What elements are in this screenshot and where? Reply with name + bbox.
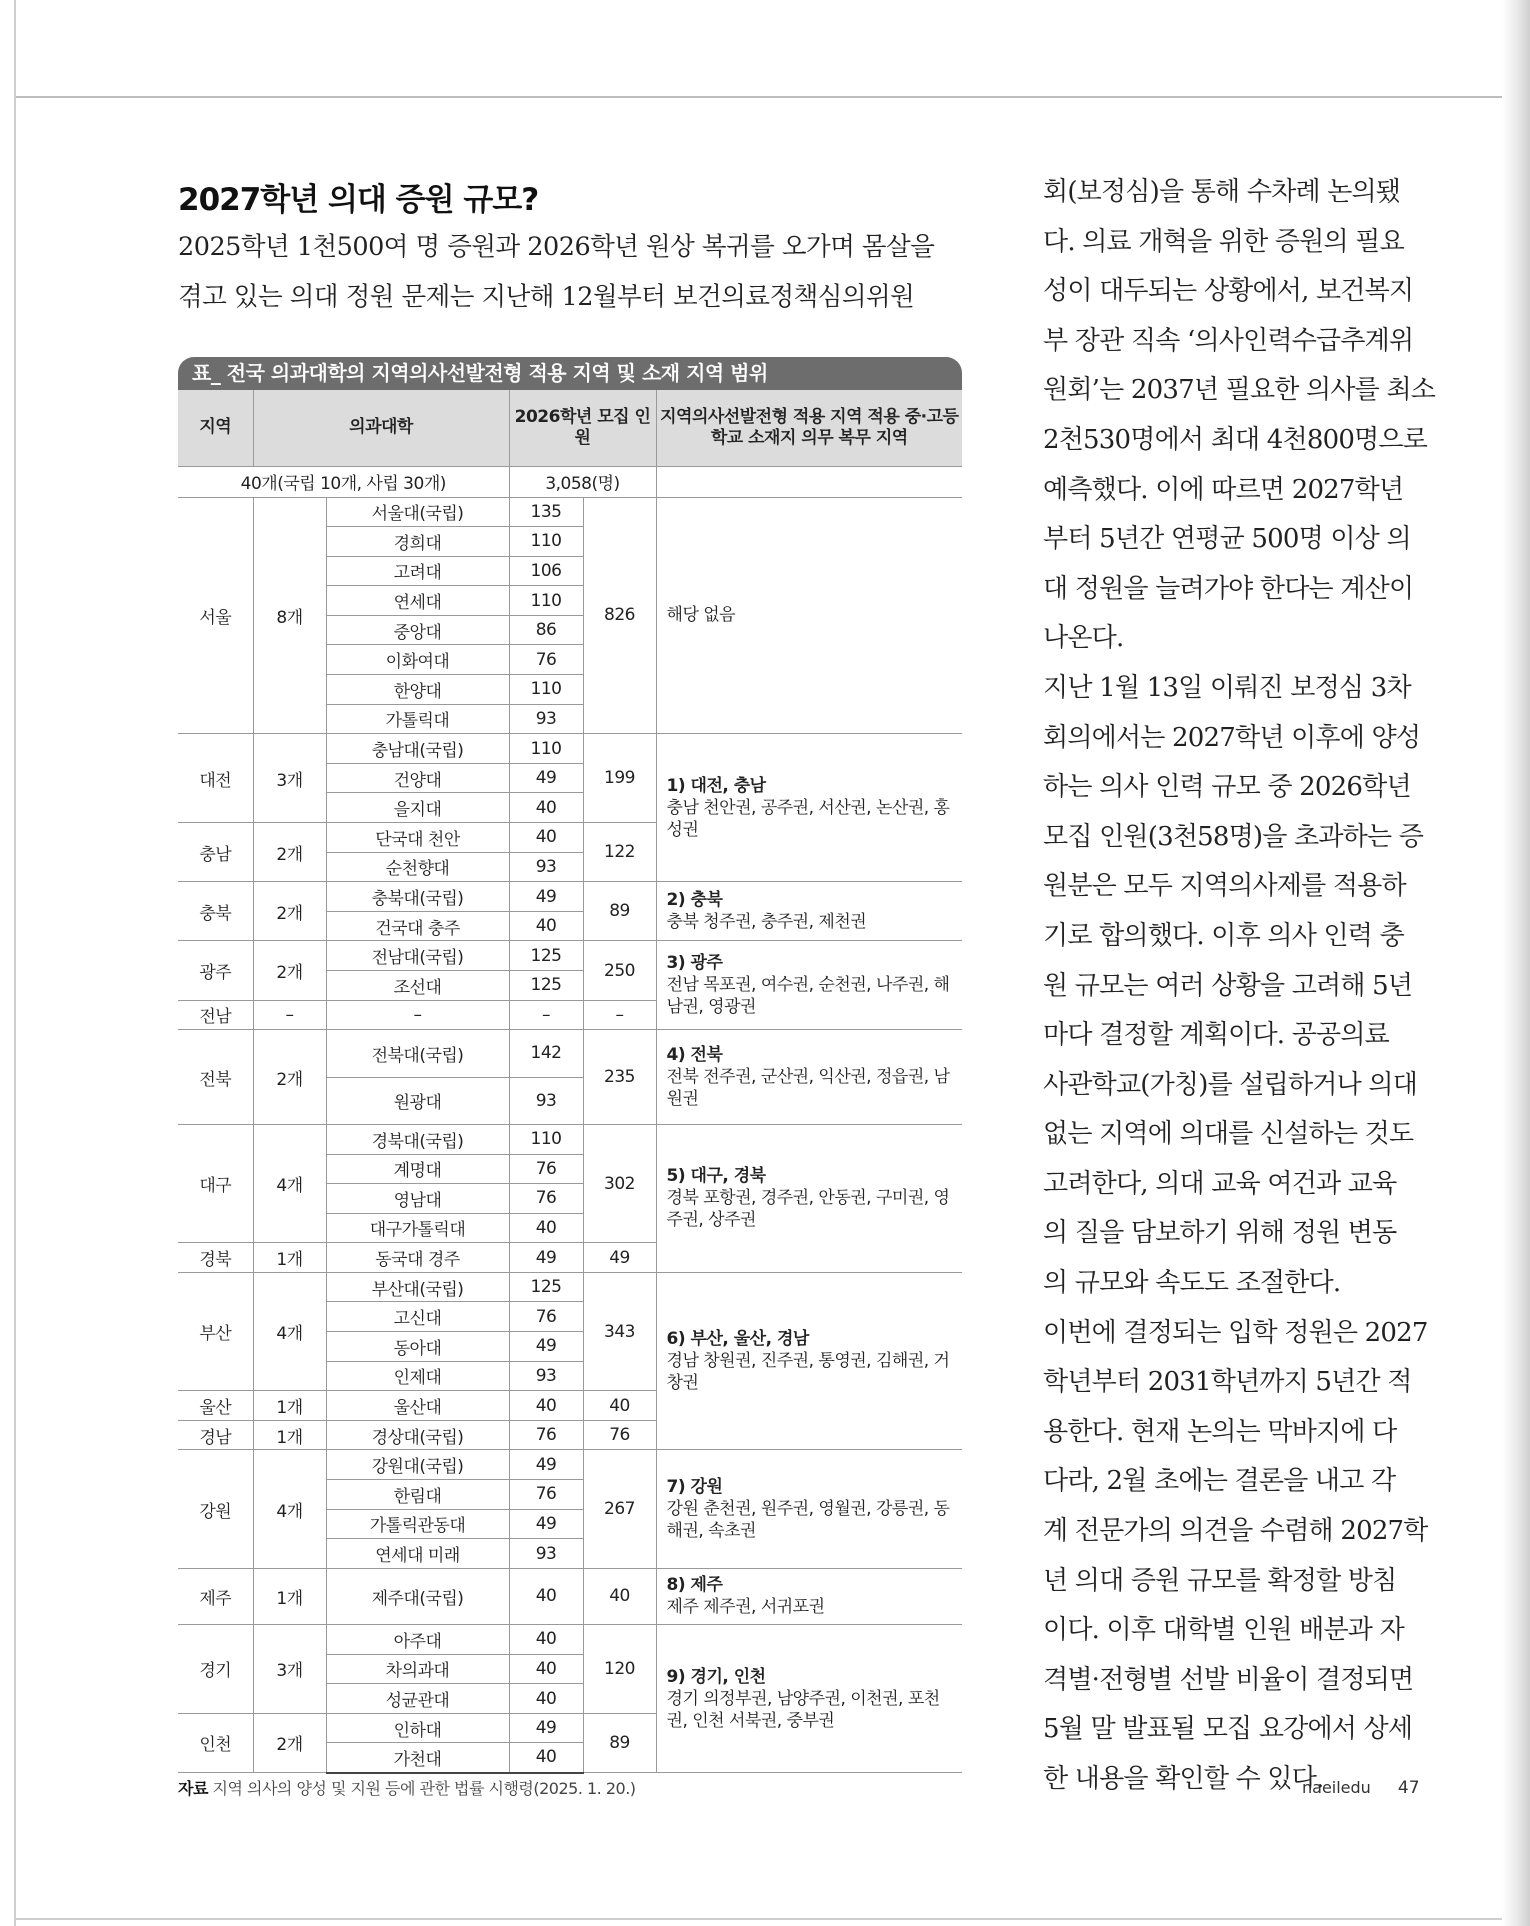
- school-name-cell: 제주대(국립): [326, 1568, 509, 1624]
- region-subtotal-cell: 122: [583, 823, 656, 882]
- region-subtotal-cell: 76: [583, 1420, 656, 1450]
- area-cell: [656, 1625, 962, 1773]
- school-name-cell: 울산대: [326, 1391, 509, 1421]
- header-school: 의과대학: [253, 390, 509, 466]
- region-cell: 인천: [178, 1713, 253, 1772]
- school-quota-cell: 135: [509, 497, 583, 527]
- school-quota-cell: 125: [509, 1272, 583, 1302]
- table-body: [178, 466, 962, 1773]
- area-heading: 8) 제주: [666, 1575, 723, 1596]
- school-count-cell: 2개: [253, 823, 326, 882]
- table-source: [178, 1776, 636, 1799]
- school-name-cell: 을지대: [326, 793, 509, 823]
- school-count-cell: 2개: [253, 1030, 326, 1125]
- body-line: 하는 의사 인력 규모 중 2026학년: [1043, 772, 1411, 803]
- school-name-cell: 건국대 충주: [326, 911, 509, 941]
- body-line: 년 의대 증원 규모를 확정할 방침: [1043, 1565, 1397, 1596]
- school-name-cell: 영남대: [326, 1184, 509, 1214]
- body-line: 성이 대두되는 상황에서, 보건복지: [1043, 276, 1414, 307]
- table-row: [178, 1568, 962, 1624]
- quota-table-container: [178, 357, 962, 1774]
- school-quota-cell: 49: [509, 1713, 583, 1743]
- school-quota-cell: 142: [509, 1030, 583, 1077]
- area-cell: [656, 1450, 962, 1568]
- total-area-blank: [656, 466, 962, 497]
- area-description: 경북 포항권, 경주권, 안동권, 구미권, 영주권, 상주권: [666, 1188, 950, 1231]
- school-quota-cell: 40: [509, 1654, 583, 1684]
- school-name-cell: 계명대: [326, 1154, 509, 1184]
- table-row: [178, 882, 962, 912]
- region-cell: 강원: [178, 1450, 253, 1568]
- area-cell: [656, 941, 962, 1030]
- area-cell: [656, 1124, 962, 1272]
- school-count-cell: 1개: [253, 1391, 326, 1421]
- page-spine-shadow: [1502, 0, 1530, 1926]
- body-line: 고려한다, 의대 교육 여건과 교육: [1043, 1168, 1397, 1199]
- school-quota-cell: 76: [509, 1302, 583, 1332]
- page-top-band: [14, 0, 1514, 98]
- school-quota-cell: 40: [509, 823, 583, 853]
- source-label: 자료: [178, 1779, 208, 1798]
- school-name-cell: 고려대: [326, 556, 509, 586]
- body-text-column: [1043, 168, 1436, 1805]
- area-cell: [656, 1272, 962, 1450]
- school-name-cell: 전남대(국립): [326, 941, 509, 971]
- region-subtotal-cell: 49: [583, 1243, 656, 1273]
- school-name-cell: 단국대 천안: [326, 823, 509, 853]
- body-line: 기로 합의했다. 이후 의사 인력 충: [1043, 920, 1404, 951]
- school-count-cell: 4개: [253, 1450, 326, 1568]
- school-count-cell: 3개: [253, 734, 326, 823]
- table-row: [178, 1030, 962, 1077]
- area-description: 경기 의정부권, 남양주권, 이천권, 포천권, 인천 서북권, 중부권: [666, 1688, 940, 1731]
- table-header-row: [178, 390, 962, 466]
- school-quota-cell: 40: [509, 1213, 583, 1243]
- region-subtotal-cell: –: [583, 1000, 656, 1030]
- school-count-cell: 2개: [253, 1713, 326, 1772]
- school-quota-cell: 110: [509, 527, 583, 557]
- body-line: 학년부터 2031학년까지 5년간 적: [1043, 1367, 1412, 1398]
- body-line: 부터 5년간 연평균 500명 이상 의: [1043, 524, 1411, 555]
- area-cell: [656, 1568, 962, 1624]
- area-heading: 3) 광주: [666, 953, 723, 974]
- school-count-cell: 4개: [253, 1124, 326, 1242]
- area-heading: 7) 강원: [666, 1477, 723, 1498]
- region-cell: 대구: [178, 1124, 253, 1242]
- intro-line: 겪고 있는 의대 정원 문제는 지난해 12월부터 보건의료정책심의위원: [178, 282, 915, 312]
- region-cell: 충남: [178, 823, 253, 882]
- school-quota-cell: 93: [509, 1539, 583, 1569]
- body-line: 용한다. 현재 논의는 막바지에 다: [1043, 1416, 1397, 1447]
- school-count-cell: 2개: [253, 882, 326, 941]
- region-subtotal-cell: 267: [583, 1450, 656, 1568]
- area-cell: [656, 882, 962, 941]
- region-cell: 울산: [178, 1391, 253, 1421]
- region-subtotal-cell: 343: [583, 1272, 656, 1390]
- area-description: 제주 제주권, 서귀포권: [666, 1597, 825, 1618]
- school-name-cell: 연세대 미래: [326, 1539, 509, 1569]
- area-heading: 2) 충북: [666, 890, 723, 911]
- school-name-cell: 연세대: [326, 586, 509, 616]
- school-name-cell: –: [326, 1000, 509, 1030]
- body-line: 이번에 결정되는 입학 정원은 2027: [1043, 1317, 1428, 1348]
- body-line: 마다 결정할 계획이다. 공공의료: [1043, 1020, 1389, 1051]
- table-row: [178, 1124, 962, 1154]
- school-quota-cell: –: [509, 1000, 583, 1030]
- school-name-cell: 부산대(국립): [326, 1272, 509, 1302]
- school-quota-cell: 125: [509, 941, 583, 971]
- school-count-cell: –: [253, 1000, 326, 1030]
- school-name-cell: 인하대: [326, 1713, 509, 1743]
- school-quota-cell: 49: [509, 882, 583, 912]
- table-row: [178, 734, 962, 764]
- table-row: [178, 941, 962, 971]
- school-count-cell: 1개: [253, 1420, 326, 1450]
- table-title: 표_ 전국 의과대학의 지역의사선발전형 적용 지역 및 소재 지역 범위: [178, 357, 962, 390]
- total-schools: 40개(국립 10개, 사립 30개): [178, 466, 509, 497]
- region-cell: 경남: [178, 1420, 253, 1450]
- school-name-cell: 차의과대: [326, 1654, 509, 1684]
- region-cell: 광주: [178, 941, 253, 1000]
- school-quota-cell: 40: [509, 793, 583, 823]
- school-name-cell: 충북대(국립): [326, 882, 509, 912]
- region-subtotal-cell: 826: [583, 497, 656, 734]
- body-line: 모집 인원(3천58명)을 초과하는 증: [1043, 821, 1424, 852]
- area-cell: [656, 497, 962, 734]
- area-heading: 9) 경기, 인천: [666, 1666, 766, 1687]
- school-quota-cell: 110: [509, 734, 583, 764]
- region-cell: 서울: [178, 497, 253, 734]
- school-quota-cell: 76: [509, 1420, 583, 1450]
- school-quota-cell: 93: [509, 1077, 583, 1124]
- school-name-cell: 서울대(국립): [326, 497, 509, 527]
- school-quota-cell: 40: [509, 1684, 583, 1714]
- footer-brand: naeiledu: [1302, 1778, 1371, 1797]
- school-quota-cell: 40: [509, 1391, 583, 1421]
- school-name-cell: 순천향대: [326, 852, 509, 882]
- page-left-edge: [14, 0, 16, 1926]
- body-line: 원분은 모두 지역의사제를 적용하: [1043, 871, 1406, 902]
- area-description: 경남 창원권, 진주권, 통영권, 김해권, 거창권: [666, 1351, 950, 1394]
- school-quota-cell: 49: [509, 763, 583, 793]
- school-quota-cell: 49: [509, 1332, 583, 1362]
- body-line: 나온다.: [1043, 623, 1124, 654]
- intro-line: 2025학년 1천500여 명 증원과 2026학년 원상 복귀를 오가며 몸살을: [178, 232, 935, 262]
- area-cell: [656, 1030, 962, 1125]
- region-subtotal-cell: 40: [583, 1391, 656, 1421]
- area-description: 전남 목포권, 여수권, 순천권, 나주권, 해남권, 영광권: [666, 975, 950, 1018]
- body-line: 한 내용을 확인할 수 있다.: [1043, 1764, 1324, 1794]
- header-region: 지역: [178, 390, 253, 466]
- area-heading: 5) 대구, 경북: [666, 1166, 766, 1187]
- section-heading: 2027학년 의대 증원 규모?: [178, 182, 539, 218]
- body-line: 의 규모와 속도도 조절한다.: [1043, 1268, 1341, 1299]
- table-row: [178, 497, 962, 527]
- school-quota-cell: 49: [509, 1243, 583, 1273]
- table-row: [178, 1625, 962, 1655]
- school-quota-cell: 106: [509, 556, 583, 586]
- school-quota-cell: 76: [509, 1480, 583, 1510]
- school-quota-cell: 49: [509, 1450, 583, 1480]
- region-cell: 제주: [178, 1568, 253, 1624]
- school-count-cell: 1개: [253, 1568, 326, 1624]
- school-count-cell: 1개: [253, 1243, 326, 1273]
- school-name-cell: 조선대: [326, 971, 509, 1001]
- school-count-cell: 4개: [253, 1272, 326, 1390]
- region-subtotal-cell: 235: [583, 1030, 656, 1125]
- area-description: 강원 춘천권, 원주권, 영월권, 강릉권, 동해권, 속초권: [666, 1499, 950, 1542]
- region-cell: 부산: [178, 1272, 253, 1390]
- area-description: 전북 전주권, 군산권, 익산권, 정읍권, 남원권: [666, 1067, 950, 1110]
- quota-table: [178, 390, 962, 1774]
- total-quota: 3,058(명): [509, 466, 656, 497]
- region-subtotal-cell: 120: [583, 1625, 656, 1714]
- body-line: 다라, 2월 초에는 결론을 내고 각: [1043, 1466, 1396, 1497]
- area-description: 해당 없음: [666, 605, 736, 626]
- page-footer: [1302, 1778, 1420, 1798]
- body-line: 계 전문가의 의견을 수렴해 2027학: [1043, 1516, 1428, 1547]
- header-area: 지역의사선발전형 적용 지역 적용 중·고등학교 소재지 의무 복무 지역: [656, 390, 962, 466]
- table-total-row: [178, 466, 962, 497]
- region-cell: 충북: [178, 882, 253, 941]
- body-line: 의 질을 담보하기 위해 정원 변동: [1043, 1218, 1397, 1249]
- school-name-cell: 경희대: [326, 527, 509, 557]
- table-row: [178, 1450, 962, 1480]
- region-subtotal-cell: 199: [583, 734, 656, 823]
- school-name-cell: 성균관대: [326, 1684, 509, 1714]
- school-name-cell: 이화여대: [326, 645, 509, 675]
- body-line: 부 장관 직속 ‘의사인력수급추계위: [1043, 325, 1414, 356]
- school-name-cell: 원광대: [326, 1077, 509, 1124]
- body-line: 대 정원을 늘려가야 한다는 계산이: [1043, 573, 1414, 604]
- area-heading: 6) 부산, 울산, 경남: [666, 1329, 809, 1350]
- school-quota-cell: 110: [509, 1124, 583, 1154]
- body-line: 5월 말 발표될 모집 요강에서 상세: [1043, 1714, 1413, 1745]
- header-quota: 2026학년 모집 인원: [509, 390, 656, 466]
- region-subtotal-cell: 302: [583, 1124, 656, 1242]
- school-quota-cell: 93: [509, 704, 583, 734]
- school-name-cell: 가톨릭대: [326, 704, 509, 734]
- school-quota-cell: 40: [509, 1568, 583, 1624]
- school-name-cell: 전북대(국립): [326, 1030, 509, 1077]
- school-name-cell: 인제대: [326, 1361, 509, 1391]
- body-line: 이다. 이후 대학별 인원 배분과 자: [1043, 1615, 1404, 1646]
- school-name-cell: 가톨릭관동대: [326, 1509, 509, 1539]
- school-name-cell: 고신대: [326, 1302, 509, 1332]
- school-name-cell: 가천대: [326, 1743, 509, 1773]
- school-quota-cell: 110: [509, 586, 583, 616]
- body-line: 2천530명에서 최대 4천800명으로: [1043, 424, 1428, 455]
- school-quota-cell: 40: [509, 1625, 583, 1655]
- school-name-cell: 중앙대: [326, 615, 509, 645]
- school-count-cell: 3개: [253, 1625, 326, 1714]
- area-cell: [656, 734, 962, 882]
- school-quota-cell: 93: [509, 852, 583, 882]
- school-name-cell: 대구가톨릭대: [326, 1213, 509, 1243]
- school-name-cell: 강원대(국립): [326, 1450, 509, 1480]
- school-name-cell: 한림대: [326, 1480, 509, 1510]
- school-quota-cell: 93: [509, 1361, 583, 1391]
- region-cell: 전북: [178, 1030, 253, 1125]
- school-name-cell: 동국대 경주: [326, 1243, 509, 1273]
- source-text: 지역 의사의 양성 및 지원 등에 관한 법률 시행령(2025. 1. 20.): [212, 1779, 636, 1798]
- body-line: 원 규모는 여러 상황을 고려해 5년: [1043, 970, 1413, 1001]
- school-name-cell: 경상대(국립): [326, 1420, 509, 1450]
- school-name-cell: 경북대(국립): [326, 1124, 509, 1154]
- body-line: 사관학교(가칭)를 설립하거나 의대: [1043, 1069, 1418, 1100]
- body-line: 격별·전형별 선발 비율이 결정되면: [1043, 1664, 1414, 1695]
- area-heading: 1) 대전, 충남: [666, 775, 766, 796]
- area-description: 충남 천안권, 공주권, 서산권, 논산권, 홍성권: [666, 797, 950, 840]
- school-quota-cell: 110: [509, 675, 583, 705]
- region-subtotal-cell: 89: [583, 1713, 656, 1772]
- page-number: 47: [1397, 1778, 1420, 1798]
- school-name-cell: 동아대: [326, 1332, 509, 1362]
- region-cell: 경기: [178, 1625, 253, 1714]
- school-quota-cell: 76: [509, 1154, 583, 1184]
- body-line: 다. 의료 개혁을 위한 증원의 필요: [1043, 226, 1404, 257]
- area-heading: 4) 전북: [666, 1045, 723, 1066]
- school-quota-cell: 76: [509, 1184, 583, 1214]
- table-row: [178, 1272, 962, 1302]
- school-quota-cell: 40: [509, 911, 583, 941]
- school-name-cell: 충남대(국립): [326, 734, 509, 764]
- body-line: 회(보정심)을 통해 수차례 논의됐: [1043, 177, 1401, 207]
- intro-paragraph: [178, 222, 962, 322]
- body-line: 없는 지역에 의대를 신설하는 것도: [1043, 1119, 1414, 1150]
- body-line: 회의에서는 2027학년 이후에 양성: [1043, 722, 1421, 753]
- school-count-cell: 8개: [253, 497, 326, 734]
- school-count-cell: 2개: [253, 941, 326, 1000]
- school-quota-cell: 86: [509, 615, 583, 645]
- body-line: 원회’는 2037년 필요한 의사를 최소: [1043, 375, 1436, 406]
- region-subtotal-cell: 250: [583, 941, 656, 1000]
- area-description: 충북 청주권, 충주권, 제천권: [666, 912, 867, 933]
- region-cell: 전남: [178, 1000, 253, 1030]
- school-name-cell: 아주대: [326, 1625, 509, 1655]
- school-quota-cell: 49: [509, 1509, 583, 1539]
- school-name-cell: 한양대: [326, 675, 509, 705]
- body-line: 예측했다. 이에 따르면 2027학년: [1043, 474, 1404, 505]
- region-subtotal-cell: 89: [583, 882, 656, 941]
- body-line: 지난 1월 13일 이뤄진 보정심 3차: [1043, 672, 1411, 703]
- school-quota-cell: 76: [509, 645, 583, 675]
- region-cell: 경북: [178, 1243, 253, 1273]
- region-cell: 대전: [178, 734, 253, 823]
- school-name-cell: 건양대: [326, 763, 509, 793]
- school-quota-cell: 125: [509, 971, 583, 1001]
- school-quota-cell: 40: [509, 1743, 583, 1773]
- region-subtotal-cell: 40: [583, 1568, 656, 1624]
- page-bottom-edge: [14, 1918, 1502, 1920]
